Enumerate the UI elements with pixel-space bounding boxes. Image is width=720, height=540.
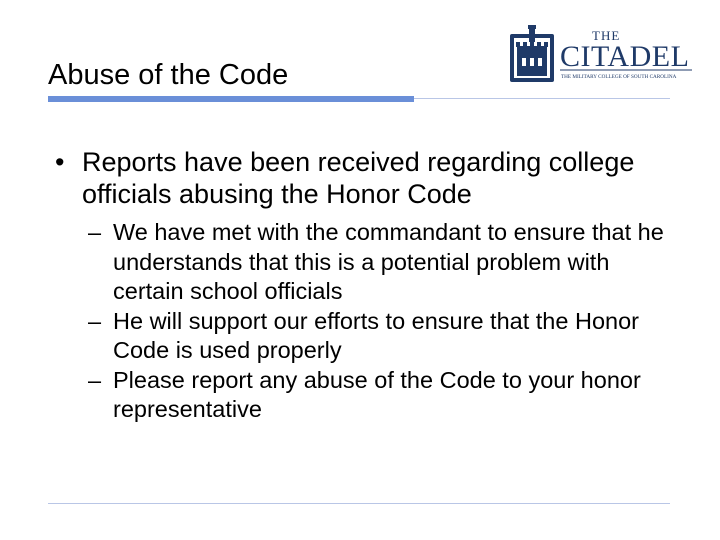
bullet-marker: • [55,147,65,177]
title-underline-thin [414,98,670,99]
sub-bullet-text: He will support our efforts to ensure that the Honor Code is used properly [113,307,639,363]
sub-bullet-item [88,307,678,366]
sub-bullet-item [88,366,678,425]
sub-bullet-marker: – [88,366,102,393]
main-bullet [55,146,675,210]
main-bullet-text: Reports have been received regarding college officials abusing the Honor Code [82,147,635,209]
citadel-logo [508,20,694,84]
slide-title: Abuse of the Code [48,59,289,91]
logo-name-text: CITADEL [560,40,690,73]
castle-icon [510,25,554,82]
logo-subtitle-text: THE MILITARY COLLEGE OF SOUTH CAROLINA [561,74,677,80]
title-underline-accent [48,96,414,102]
footer-divider [48,503,670,504]
sub-bullet-marker: – [88,307,102,334]
sub-bullet-text: We have met with the commandant to ensure that he understands that this is a potential problem with certain school officials [113,219,664,304]
logo-the-text: THE [592,28,621,43]
sub-bullet-text: Please report any abuse of the Code to your honor representative [113,366,641,422]
sub-bullet-marker: – [88,219,102,245]
sub-bullet-list [88,218,678,425]
sub-bullet-item [88,218,678,307]
